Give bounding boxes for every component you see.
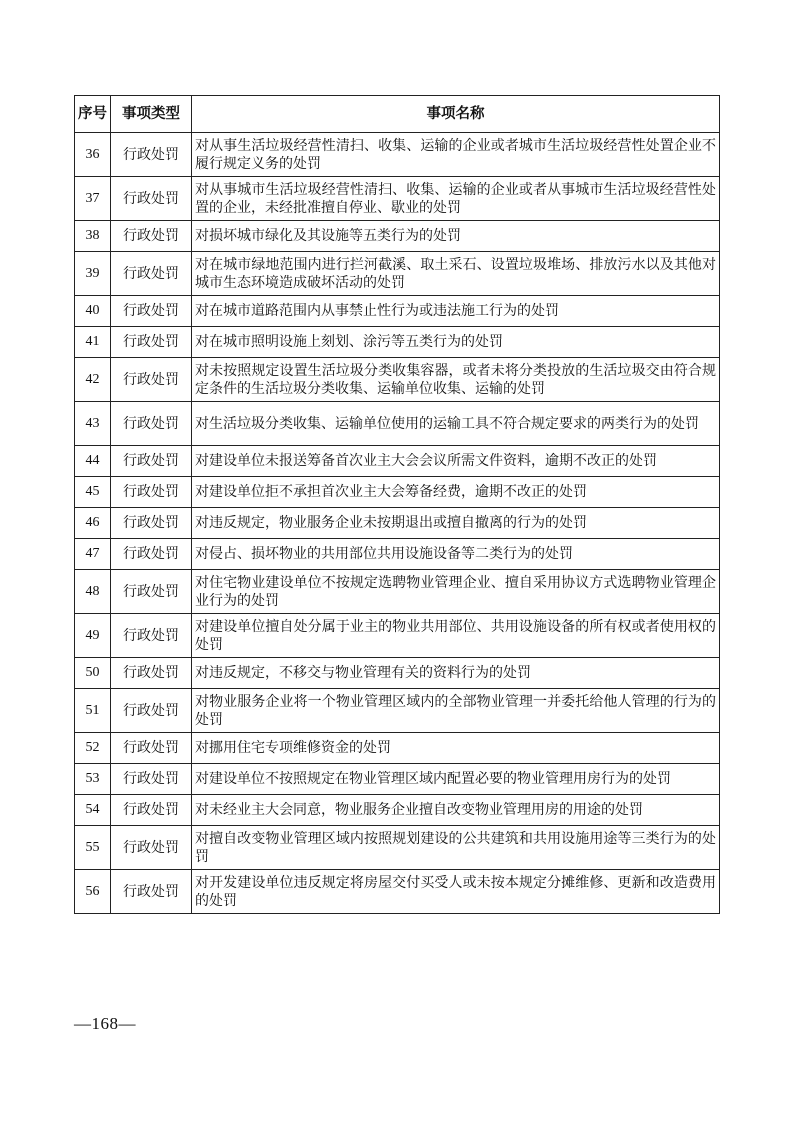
row-number: 41	[75, 327, 111, 358]
items-table	[74, 95, 720, 914]
row-name: 对物业服务企业将一个物业管理区域内的全部物业管理一并委托给他人管理的行为的处罚	[192, 689, 720, 733]
page-number: —168—	[74, 1014, 136, 1033]
row-type: 行政处罚	[111, 795, 192, 826]
row-number: 48	[75, 570, 111, 614]
row-type: 行政处罚	[111, 358, 192, 402]
row-name: 对在城市道路范围内从事禁止性行为或违法施工行为的处罚	[192, 296, 720, 327]
row-type: 行政处罚	[111, 477, 192, 508]
row-name: 对违反规定，物业服务企业未按期退出或擅自撤离的行为的处罚	[192, 508, 720, 539]
table-row	[75, 658, 720, 689]
row-type: 行政处罚	[111, 658, 192, 689]
row-number: 49	[75, 614, 111, 658]
row-number: 43	[75, 402, 111, 446]
row-name: 对建设单位擅自处分属于业主的物业共用部位、共用设施设备的所有权或者使用权的处罚	[192, 614, 720, 658]
row-type: 行政处罚	[111, 733, 192, 764]
table-row	[75, 733, 720, 764]
row-type: 行政处罚	[111, 570, 192, 614]
table-row	[75, 795, 720, 826]
table-row	[75, 252, 720, 296]
table-row	[75, 296, 720, 327]
row-number: 50	[75, 658, 111, 689]
row-number: 54	[75, 795, 111, 826]
row-name: 对在城市照明设施上刻划、涂污等五类行为的处罚	[192, 327, 720, 358]
row-name: 对建设单位不按照规定在物业管理区域内配置必要的物业管理用房行为的处罚	[192, 764, 720, 795]
table-row	[75, 689, 720, 733]
table-row	[75, 764, 720, 795]
row-name: 对从事城市生活垃圾经营性清扫、收集、运输的企业或者从事城市生活垃圾经营性处置的企业，未经批准擅自停业、歇业的处罚	[192, 177, 720, 221]
row-type: 行政处罚	[111, 252, 192, 296]
row-number: 36	[75, 133, 111, 177]
table-row	[75, 446, 720, 477]
row-name: 对生活垃圾分类收集、运输单位使用的运输工具不符合规定要求的两类行为的处罚	[192, 402, 720, 446]
header-type: 事项类型	[111, 96, 192, 133]
row-name: 对建设单位拒不承担首次业主大会筹备经费，逾期不改正的处罚	[192, 477, 720, 508]
row-name: 对在城市绿地范围内进行拦河截溪、取土采石、设置垃圾堆场、排放污水以及其他对城市生态环境造成破坏活动的处罚	[192, 252, 720, 296]
table-row	[75, 402, 720, 446]
row-number: 52	[75, 733, 111, 764]
table-row	[75, 177, 720, 221]
row-number: 38	[75, 221, 111, 252]
row-number: 42	[75, 358, 111, 402]
row-name: 对违反规定，不移交与物业管理有关的资料行为的处罚	[192, 658, 720, 689]
table-row	[75, 826, 720, 870]
row-type: 行政处罚	[111, 446, 192, 477]
table-row	[75, 358, 720, 402]
row-number: 51	[75, 689, 111, 733]
row-name: 对未按照规定设置生活垃圾分类收集容器，或者未将分类投放的生活垃圾交由符合规定条件的生活垃圾分类收集、运输单位收集、运输的处罚	[192, 358, 720, 402]
header-number: 序号	[75, 96, 111, 133]
table-row	[75, 614, 720, 658]
row-type: 行政处罚	[111, 826, 192, 870]
row-type: 行政处罚	[111, 221, 192, 252]
table-body	[75, 133, 720, 914]
row-type: 行政处罚	[111, 689, 192, 733]
row-name: 对未经业主大会同意，物业服务企业擅自改变物业管理用房的用途的处罚	[192, 795, 720, 826]
row-type: 行政处罚	[111, 870, 192, 914]
header-name: 事项名称	[192, 96, 720, 133]
row-type: 行政处罚	[111, 614, 192, 658]
row-name: 对挪用住宅专项维修资金的处罚	[192, 733, 720, 764]
row-number: 46	[75, 508, 111, 539]
table-row	[75, 477, 720, 508]
row-type: 行政处罚	[111, 177, 192, 221]
row-type: 行政处罚	[111, 296, 192, 327]
table-row	[75, 221, 720, 252]
row-number: 45	[75, 477, 111, 508]
row-number: 44	[75, 446, 111, 477]
row-name: 对建设单位未报送筹备首次业主大会会议所需文件资料，逾期不改正的处罚	[192, 446, 720, 477]
row-number: 56	[75, 870, 111, 914]
table-row	[75, 508, 720, 539]
row-type: 行政处罚	[111, 133, 192, 177]
row-type: 行政处罚	[111, 402, 192, 446]
row-number: 55	[75, 826, 111, 870]
row-type: 行政处罚	[111, 508, 192, 539]
row-name: 对住宅物业建设单位不按规定选聘物业管理企业、擅自采用协议方式选聘物业管理企业行为的处罚	[192, 570, 720, 614]
row-name: 对损坏城市绿化及其设施等五类行为的处罚	[192, 221, 720, 252]
row-name: 对开发建设单位违反规定将房屋交付买受人或未按本规定分摊维修、更新和改造费用的处罚	[192, 870, 720, 914]
row-number: 53	[75, 764, 111, 795]
row-number: 37	[75, 177, 111, 221]
table-row	[75, 539, 720, 570]
row-name: 对侵占、损坏物业的共用部位共用设施设备等二类行为的处罚	[192, 539, 720, 570]
table-row	[75, 133, 720, 177]
table-row	[75, 870, 720, 914]
table-header-row	[75, 96, 720, 133]
table-row	[75, 570, 720, 614]
row-number: 47	[75, 539, 111, 570]
row-type: 行政处罚	[111, 327, 192, 358]
row-type: 行政处罚	[111, 539, 192, 570]
row-name: 对从事生活垃圾经营性清扫、收集、运输的企业或者城市生活垃圾经营性处置企业不履行规定义务的处罚	[192, 133, 720, 177]
row-name: 对擅自改变物业管理区域内按照规划建设的公共建筑和共用设施用途等三类行为的处罚	[192, 826, 720, 870]
row-type: 行政处罚	[111, 764, 192, 795]
row-number: 40	[75, 296, 111, 327]
row-number: 39	[75, 252, 111, 296]
table-row	[75, 327, 720, 358]
